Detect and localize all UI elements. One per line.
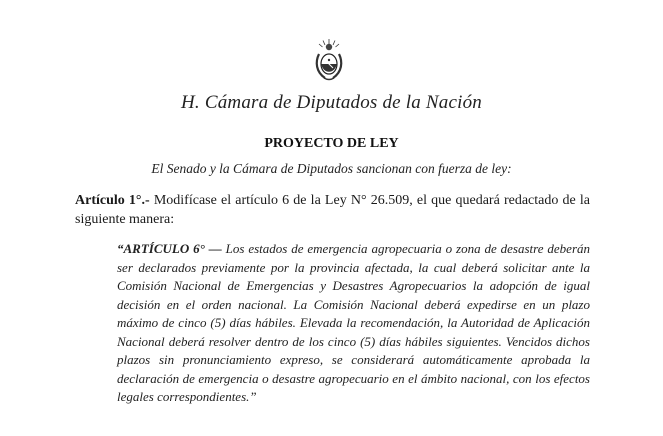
quoted-article-6 (117, 240, 590, 407)
enacting-clause: El Senado y la Cámara de Diputados sancionan con fuerza de ley: (151, 161, 512, 176)
chamber-name: H. Cámara de Diputados de la Nación (181, 92, 482, 113)
document-title: PROYECTO DE LEY (264, 136, 399, 151)
argentina-coat-of-arms-icon (313, 38, 345, 82)
article-1 (75, 191, 590, 229)
quoted-article-text: Los estados de emergencia agropecuaria o zona de desastre deberán ser declarados previamente por la provincia afectada, la cual deberá solicitar ante la Comisión Nacional de Emergencias y Desastres Agropecuarios la adopción de igual decisión en el orden nacional. La Comisión Nacional deberá expedirse en un plazo máximo de cinco (5) días hábiles. Elevada la recomendación, la Autoridad de Aplicación Nacional deberá resolver dentro de los cinco (5) días hábiles siguientes. Vencidos dichos plazos sin pronunciamiento expreso, se considerará automáticamente aprobada la declaración de emergencia o desastre agropecuario en el ámbito nacional, con los efectos legales correspondientes.” (117, 241, 591, 404)
article-1-label: Artículo 1°.- (75, 193, 150, 208)
quoted-article-label: “ARTÍCULO 6° — (117, 241, 222, 256)
article-1-text: Modifícase el artículo 6 de la Ley N° 26.509, el que quedará redactado de la siguiente manera: (75, 193, 590, 227)
